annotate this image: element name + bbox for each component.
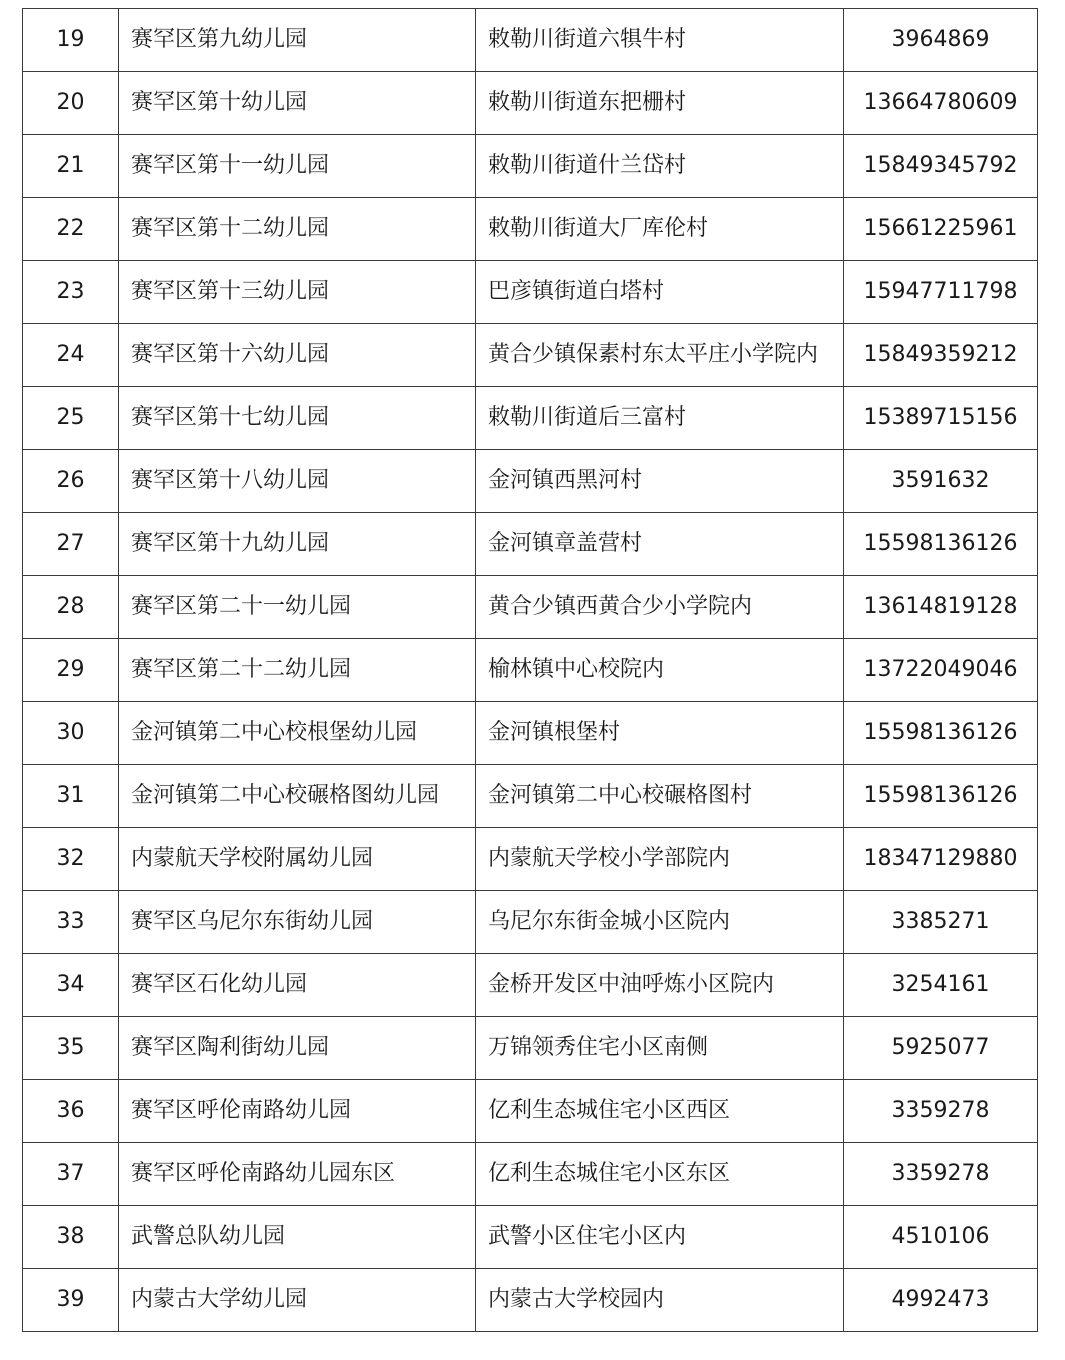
- table-row: [23, 513, 1038, 576]
- table-row: [23, 1206, 1038, 1269]
- row-number: 36: [23, 1080, 119, 1143]
- contact-phone: 13614819128: [844, 576, 1038, 639]
- kindergarten-address: 金桥开发区中油呼炼小区院内: [476, 954, 844, 1017]
- kindergarten-address: 亿利生态城住宅小区西区: [476, 1080, 844, 1143]
- kindergarten-address: 榆林镇中心校院内: [476, 639, 844, 702]
- kindergarten-address: 金河镇章盖营村: [476, 513, 844, 576]
- kindergarten-address: 亿利生态城住宅小区东区: [476, 1143, 844, 1206]
- contact-phone: 13722049046: [844, 639, 1038, 702]
- kindergarten-address: 敕勒川街道六犋牛村: [476, 9, 844, 72]
- contact-phone: 18347129880: [844, 828, 1038, 891]
- contact-phone: 3964869: [844, 9, 1038, 72]
- contact-phone: 3254161: [844, 954, 1038, 1017]
- kindergarten-name: 赛罕区第十一幼儿园: [119, 135, 476, 198]
- kindergarten-name: 赛罕区第十九幼儿园: [119, 513, 476, 576]
- kindergarten-address: 敕勒川街道什兰岱村: [476, 135, 844, 198]
- kindergarten-name: 赛罕区乌尼尔东街幼儿园: [119, 891, 476, 954]
- kindergarten-address: 黄合少镇西黄合少小学院内: [476, 576, 844, 639]
- contact-phone: 3385271: [844, 891, 1038, 954]
- kindergarten-table-container: [22, 8, 1037, 1332]
- kindergarten-address: 金河镇第二中心校碾格图村: [476, 765, 844, 828]
- contact-phone: 15598136126: [844, 765, 1038, 828]
- row-number: 30: [23, 702, 119, 765]
- row-number: 37: [23, 1143, 119, 1206]
- kindergarten-name: 赛罕区第二十一幼儿园: [119, 576, 476, 639]
- contact-phone: 5925077: [844, 1017, 1038, 1080]
- table-row: [23, 1080, 1038, 1143]
- kindergarten-name: 赛罕区第十幼儿园: [119, 72, 476, 135]
- table-row: [23, 324, 1038, 387]
- table-row: [23, 891, 1038, 954]
- table-row: [23, 72, 1038, 135]
- kindergarten-name: 赛罕区第十八幼儿园: [119, 450, 476, 513]
- kindergarten-name: 赛罕区石化幼儿园: [119, 954, 476, 1017]
- table-row: [23, 1269, 1038, 1332]
- kindergarten-address: 金河镇西黑河村: [476, 450, 844, 513]
- kindergarten-name: 赛罕区第十三幼儿园: [119, 261, 476, 324]
- table-row: [23, 450, 1038, 513]
- kindergarten-name: 赛罕区呼伦南路幼儿园: [119, 1080, 476, 1143]
- row-number: 31: [23, 765, 119, 828]
- table-row: [23, 639, 1038, 702]
- kindergarten-address: 敕勒川街道东把栅村: [476, 72, 844, 135]
- contact-phone: 15598136126: [844, 513, 1038, 576]
- kindergarten-address: 万锦领秀住宅小区南侧: [476, 1017, 844, 1080]
- table-row: [23, 135, 1038, 198]
- kindergarten-address: 敕勒川街道后三富村: [476, 387, 844, 450]
- kindergarten-name: 金河镇第二中心校碾格图幼儿园: [119, 765, 476, 828]
- kindergarten-name: 赛罕区第九幼儿园: [119, 9, 476, 72]
- table-row: [23, 954, 1038, 1017]
- kindergarten-address: 内蒙航天学校小学部院内: [476, 828, 844, 891]
- table-row: [23, 198, 1038, 261]
- contact-phone: 15849345792: [844, 135, 1038, 198]
- kindergarten-name: 内蒙航天学校附属幼儿园: [119, 828, 476, 891]
- row-number: 34: [23, 954, 119, 1017]
- row-number: 20: [23, 72, 119, 135]
- kindergarten-name: 赛罕区第二十二幼儿园: [119, 639, 476, 702]
- table-row: [23, 9, 1038, 72]
- row-number: 32: [23, 828, 119, 891]
- row-number: 26: [23, 450, 119, 513]
- row-number: 25: [23, 387, 119, 450]
- kindergarten-name: 赛罕区呼伦南路幼儿园东区: [119, 1143, 476, 1206]
- row-number: 38: [23, 1206, 119, 1269]
- table-row: [23, 702, 1038, 765]
- table-row: [23, 765, 1038, 828]
- contact-phone: 15389715156: [844, 387, 1038, 450]
- kindergarten-name: 金河镇第二中心校根堡幼儿园: [119, 702, 476, 765]
- contact-phone: 15849359212: [844, 324, 1038, 387]
- row-number: 23: [23, 261, 119, 324]
- kindergarten-address: 金河镇根堡村: [476, 702, 844, 765]
- row-number: 29: [23, 639, 119, 702]
- kindergarten-address: 黄合少镇保素村东太平庄小学院内: [476, 324, 844, 387]
- row-number: 28: [23, 576, 119, 639]
- kindergarten-address: 乌尼尔东街金城小区院内: [476, 891, 844, 954]
- kindergarten-name: 赛罕区第十二幼儿园: [119, 198, 476, 261]
- row-number: 21: [23, 135, 119, 198]
- row-number: 22: [23, 198, 119, 261]
- table-body: [23, 9, 1038, 1332]
- kindergarten-address: 巴彦镇街道白塔村: [476, 261, 844, 324]
- contact-phone: 15947711798: [844, 261, 1038, 324]
- kindergarten-name: 赛罕区第十七幼儿园: [119, 387, 476, 450]
- row-number: 27: [23, 513, 119, 576]
- table-row: [23, 261, 1038, 324]
- contact-phone: 3359278: [844, 1080, 1038, 1143]
- row-number: 19: [23, 9, 119, 72]
- contact-phone: 15598136126: [844, 702, 1038, 765]
- kindergarten-table: [22, 8, 1038, 1332]
- kindergarten-name: 赛罕区第十六幼儿园: [119, 324, 476, 387]
- row-number: 35: [23, 1017, 119, 1080]
- table-row: [23, 1143, 1038, 1206]
- row-number: 33: [23, 891, 119, 954]
- row-number: 39: [23, 1269, 119, 1332]
- kindergarten-name: 内蒙古大学幼儿园: [119, 1269, 476, 1332]
- contact-phone: 15661225961: [844, 198, 1038, 261]
- table-row: [23, 576, 1038, 639]
- kindergarten-address: 内蒙古大学校园内: [476, 1269, 844, 1332]
- table-row: [23, 1017, 1038, 1080]
- kindergarten-name: 赛罕区陶利街幼儿园: [119, 1017, 476, 1080]
- contact-phone: 3591632: [844, 450, 1038, 513]
- contact-phone: 3359278: [844, 1143, 1038, 1206]
- kindergarten-name: 武警总队幼儿园: [119, 1206, 476, 1269]
- row-number: 24: [23, 324, 119, 387]
- table-row: [23, 828, 1038, 891]
- contact-phone: 4992473: [844, 1269, 1038, 1332]
- kindergarten-address: 敕勒川街道大厂库伦村: [476, 198, 844, 261]
- kindergarten-address: 武警小区住宅小区内: [476, 1206, 844, 1269]
- table-row: [23, 387, 1038, 450]
- contact-phone: 13664780609: [844, 72, 1038, 135]
- contact-phone: 4510106: [844, 1206, 1038, 1269]
